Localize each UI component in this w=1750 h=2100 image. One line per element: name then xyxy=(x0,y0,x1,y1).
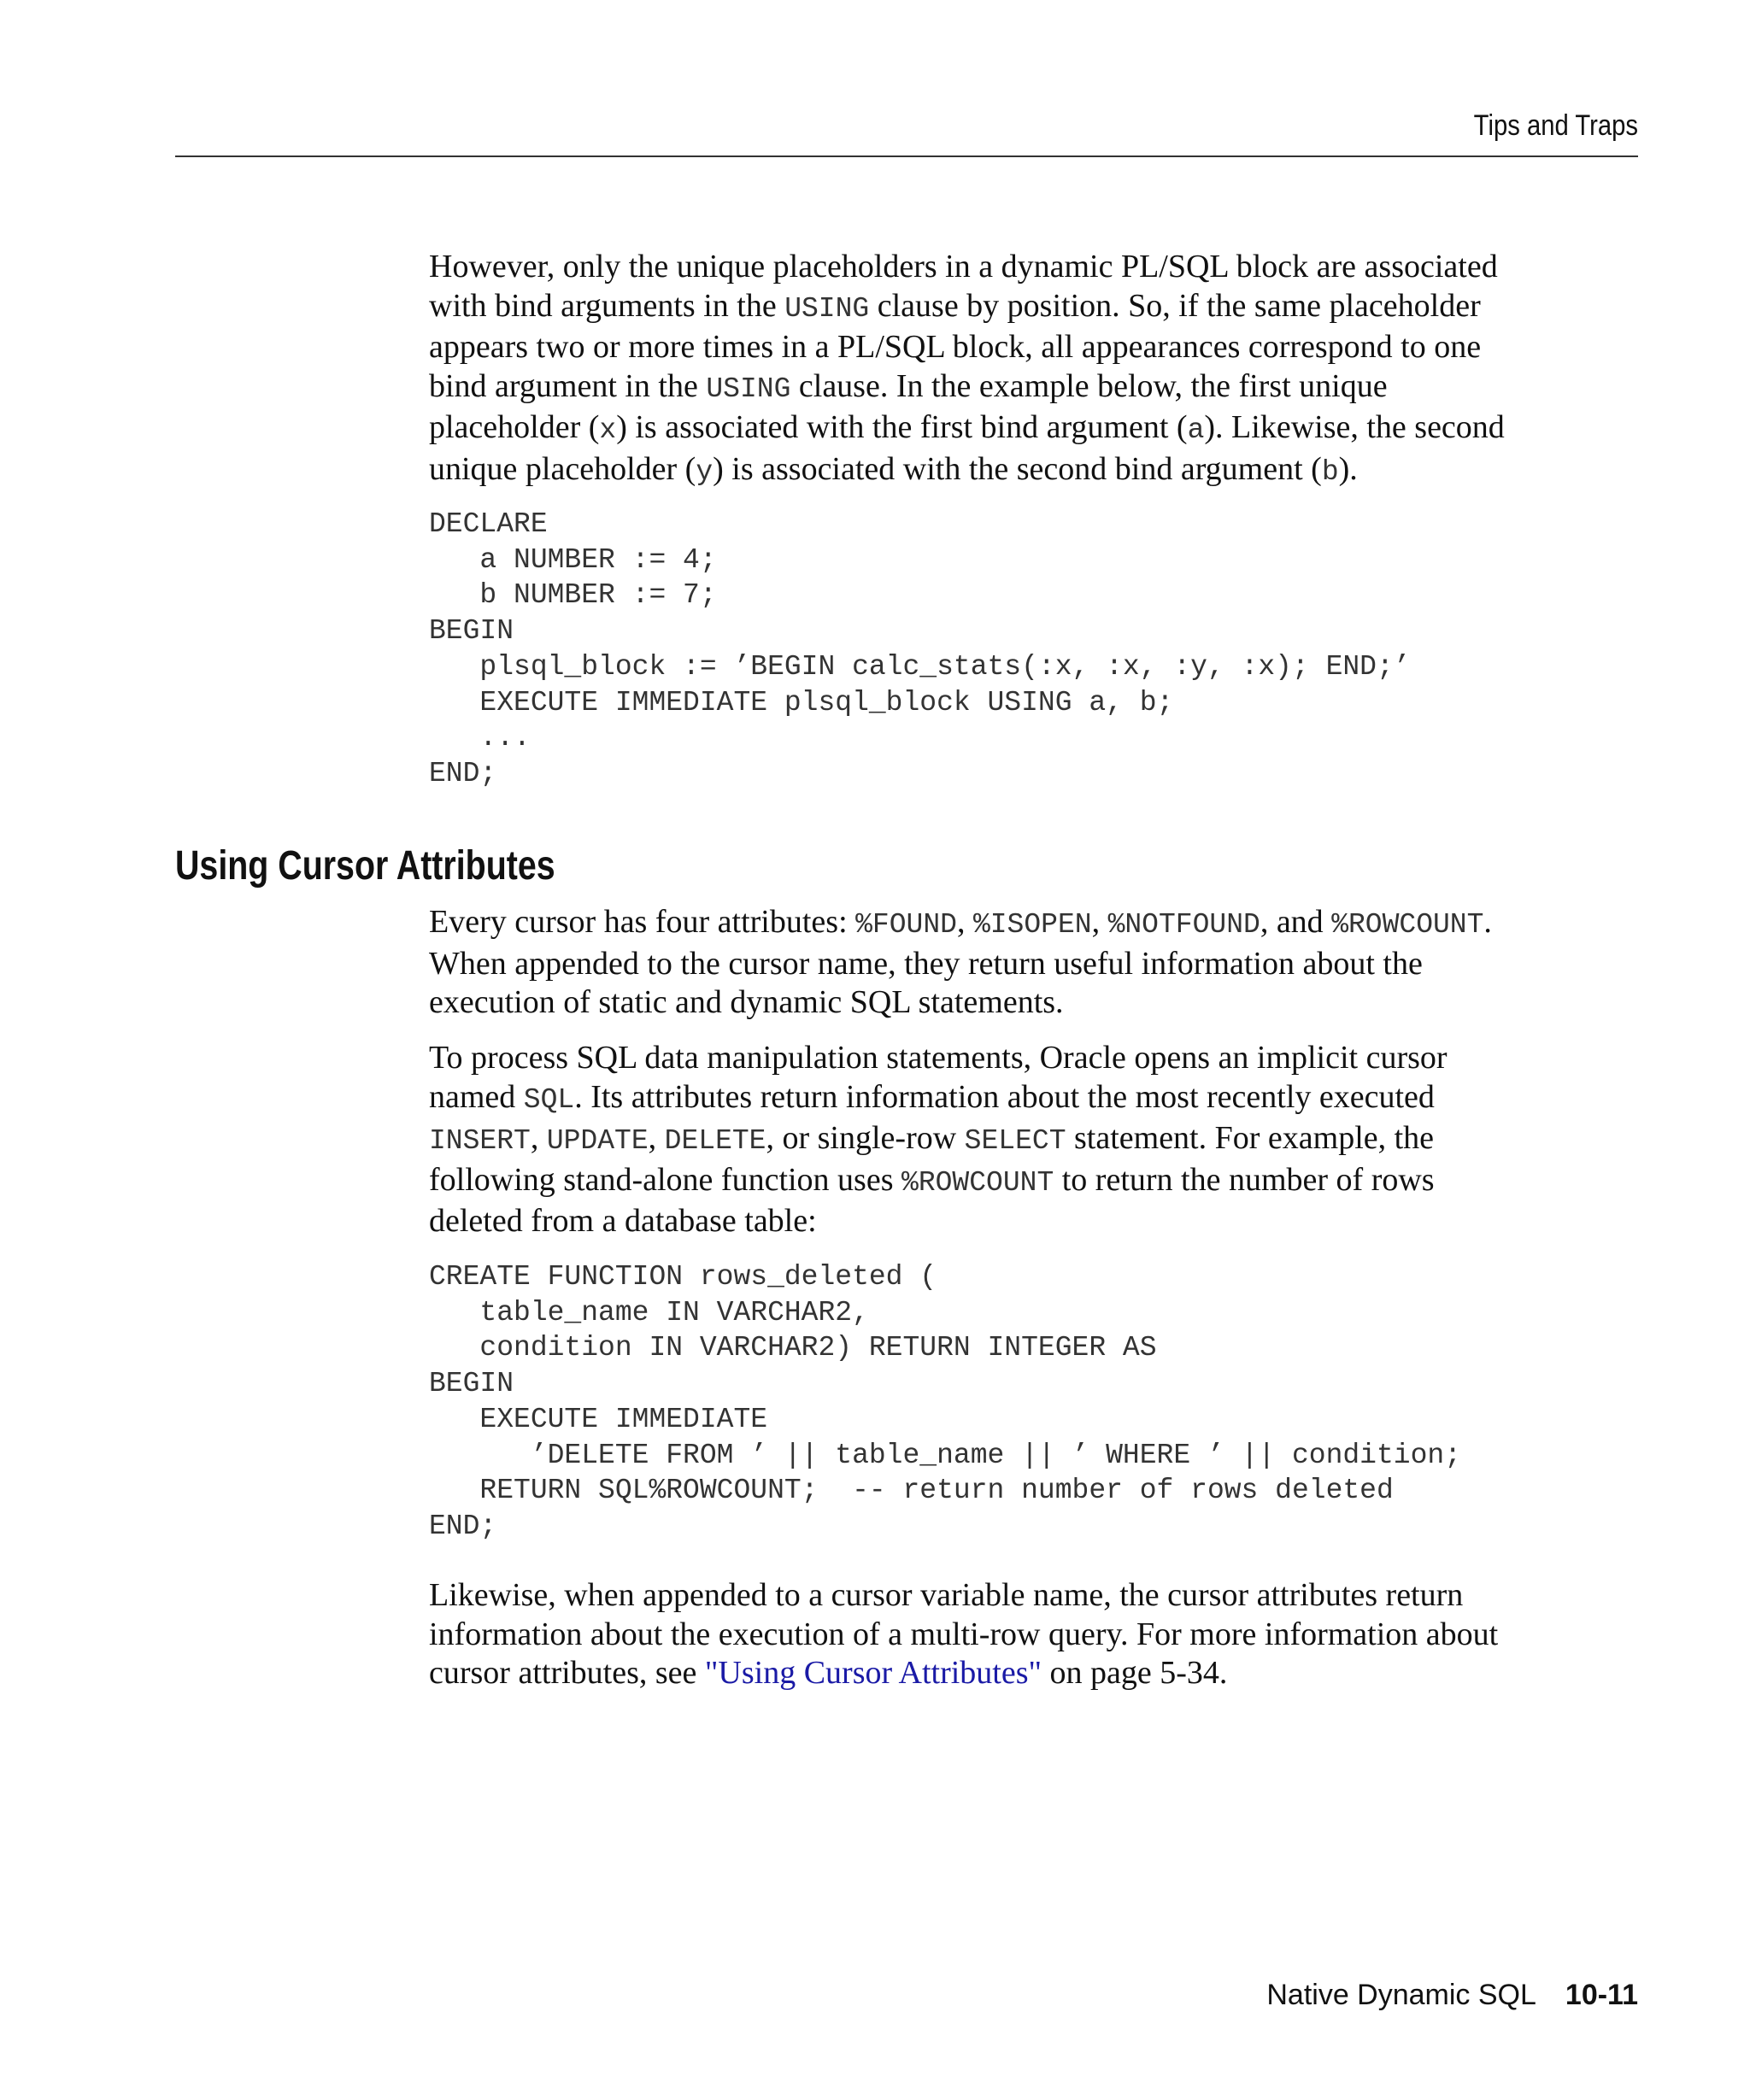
cross-reference-link[interactable]: "Using Cursor Attributes" xyxy=(704,1655,1042,1691)
paragraph-line: named SQL. Its attributes return information about the most recently executed xyxy=(429,1078,1435,1116)
paragraph-line: execution of static and dynamic SQL statements. xyxy=(429,984,1064,1020)
inline-code: %ISOPEN xyxy=(972,909,1092,941)
inline-code: INSERT xyxy=(429,1125,531,1157)
inline-code: x xyxy=(599,414,617,446)
inline-code: UPDATE xyxy=(546,1125,649,1157)
inline-code: %FOUND xyxy=(855,909,957,941)
paragraph-line: information about the execution of a multi-row query. For more information about xyxy=(429,1616,1499,1652)
paragraph-line: Likewise, when appended to a cursor variable name, the cursor attributes return xyxy=(429,1577,1464,1613)
inline-code: SELECT xyxy=(964,1125,1066,1157)
header-rule xyxy=(175,155,1638,157)
paragraph-line: cursor attributes, see "Using Cursor Attributes" on page 5-34. xyxy=(429,1655,1228,1691)
paragraph-line: with bind arguments in the USING clause by position. So, if the same placeholder xyxy=(429,287,1481,325)
paragraph-line: INSERT, UPDATE, DELETE, or single-row SELECT statement. For example, the xyxy=(429,1120,1435,1157)
inline-code: b xyxy=(1321,455,1339,488)
inline-code: y xyxy=(696,455,714,488)
paragraph-line: bind argument in the USING clause. In the example below, the first unique xyxy=(429,367,1388,405)
paragraph-cursor-variable xyxy=(429,1576,1638,1693)
paragraph-line: placeholder (x) is associated with the first bind argument (a). Likewise, the second xyxy=(429,409,1505,446)
section-heading: Using Cursor Attributes xyxy=(175,843,555,889)
inline-code: %NOTFOUND xyxy=(1107,909,1260,941)
footer-chapter: Native Dynamic SQL xyxy=(1266,1979,1536,2011)
inline-code: USING xyxy=(706,372,791,405)
inline-code: %ROWCOUNT xyxy=(1331,909,1484,941)
paragraph-implicit-cursor xyxy=(429,1039,1638,1241)
page-number: 10-11 xyxy=(1565,1979,1638,2011)
code-example-declare: DECLARE a NUMBER := 4; b NUMBER := 7; BEGIN plsql_block := ’BEGIN calc_stats(:x, :x, :y, :x); END;’ EXECUTE IMMEDIATE plsql_block USING a, b; ... END; xyxy=(429,508,1411,789)
paragraph-line: However, only the unique placeholders in a dynamic PL/SQL block are associated xyxy=(429,249,1498,284)
inline-code: %ROWCOUNT xyxy=(901,1166,1054,1199)
paragraph-line: deleted from a database table: xyxy=(429,1203,817,1239)
paragraph-line: Every cursor has four attributes: %FOUND, %ISOPEN, %NOTFOUND, and %ROWCOUNT. xyxy=(429,904,1492,941)
inline-code: DELETE xyxy=(664,1125,766,1157)
paragraph-line: When appended to the cursor name, they return useful information about the xyxy=(429,945,1423,982)
paragraph-cursor-attributes xyxy=(429,903,1638,1023)
paragraph-line: following stand-alone function uses %ROWCOUNT to return the number of rows xyxy=(429,1161,1435,1199)
inline-code: SQL xyxy=(523,1083,575,1116)
paragraph-line: To process SQL data manipulation statements, Oracle opens an implicit cursor xyxy=(429,1040,1448,1076)
inline-code: USING xyxy=(784,292,870,325)
running-header-title: Tips and Traps xyxy=(1473,109,1638,142)
running-header xyxy=(380,104,1638,157)
inline-code: a xyxy=(1187,414,1205,446)
paragraph-line: appears two or more times in a PL/SQL block, all appearances correspond to one xyxy=(429,329,1482,365)
page-footer xyxy=(1266,1980,1638,2009)
paragraph-line: unique placeholder (y) is associated with the second bind argument (b). xyxy=(429,450,1358,488)
paragraph-placeholders xyxy=(429,248,1638,491)
code-example-rows-deleted: CREATE FUNCTION rows_deleted ( table_name IN VARCHAR2, condition IN VARCHAR2) RETURN INTEGER AS BEGIN EXECUTE IMMEDIATE ’DELETE FROM ’ || table_name || ’ WHERE ’ || condition; RETURN SQL%ROWCOUNT; -- return number of rows deleted END; xyxy=(429,1261,1461,1542)
